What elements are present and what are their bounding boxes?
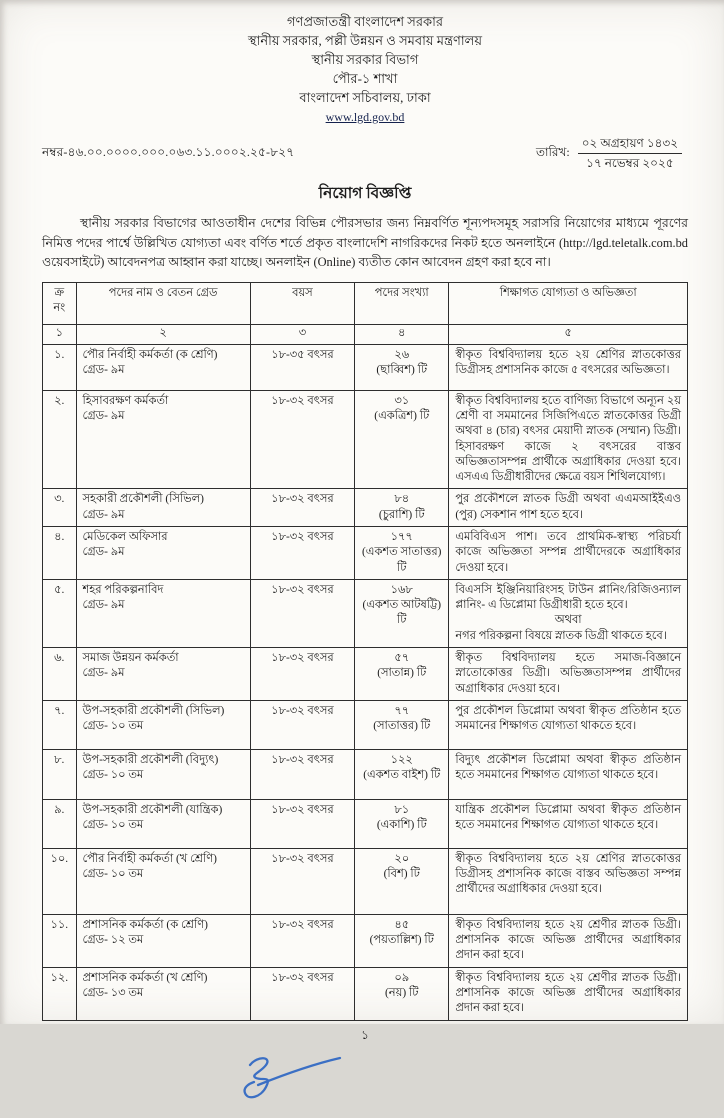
- age-range: ১৮-৩২ বৎসর: [250, 579, 354, 647]
- post-name: উপ-সহকারী প্রকৌশলী (যান্ত্রিক): [82, 803, 223, 816]
- post-grade: গ্রেড- ১২ তম: [82, 934, 144, 947]
- post-cell: [76, 749, 250, 799]
- post-name: সহকারী প্রকৌশলী (সিভিল): [82, 493, 204, 506]
- age-range: ১৮-৩২ বৎসর: [250, 648, 354, 701]
- post-name: শহর পরিকল্পনাবিদ: [82, 583, 164, 596]
- date-block: [536, 135, 688, 172]
- table-row: [43, 799, 688, 848]
- date-bangla: ০২ অগ্রহায়ণ ১৪৩২: [578, 135, 682, 154]
- count-cell: [355, 579, 449, 647]
- post-grade: গ্রেড- ৯ম: [82, 508, 125, 521]
- post-cell: [76, 390, 250, 489]
- letterhead-government: গণপ্রজাতন্ত্রী বাংলাদেশ সরকার: [286, 14, 444, 29]
- qualification-cell: [449, 344, 688, 390]
- count-number: ৮৪: [394, 493, 410, 506]
- post-cell: [76, 848, 250, 914]
- row-serial: ১২.: [43, 967, 77, 1020]
- row-serial: ১.: [43, 344, 77, 390]
- count-words: (চুরাশি) টি: [378, 508, 425, 521]
- qualification-text: এমবিবিএস পাশ। তবে প্রাথমিক-স্বাস্থ্য পরিচর্যা কাজে অভিজ্ঞতা সম্পন্ন প্রার্থীদেরকে অগ্রাধিকার দেওয়া হবে।: [455, 531, 681, 574]
- qualification-text: স্বীকৃত বিশ্ববিদ্যালয় হতে ২য় শ্রেণীর স্নাতক ডিগ্রী। প্রশাসনিক কাজে অভিজ্ঞ প্রার্থীদের অগ্রাধিকার প্রদান করা হবে।: [455, 918, 681, 962]
- post-name: প্রশাসনিক কর্মকর্তা (ক শ্রেণি): [82, 918, 208, 931]
- letterhead-branch: পৌর-১ শাখা: [332, 71, 398, 86]
- age-range: ১৮-৩২ বৎসর: [250, 749, 354, 799]
- qualification-alt: নগর পরিকল্পনা বিষয়ে স্নাতক ডিগ্রী থাকতে হবে।: [455, 629, 667, 642]
- count-number: ১৭৭: [390, 531, 413, 544]
- column-number-row: [43, 324, 688, 344]
- row-serial: ৫.: [43, 579, 77, 647]
- count-number: ১২২: [390, 753, 413, 766]
- column-number: ৪: [355, 324, 449, 344]
- intro-paragraph: স্থানীয় সরকার বিভাগের আওতাধীন দেশের বিভিন্ন পৌরসভার জন্য নিম্নবর্ণিত শূন্যপদসমূহ সরাসরি নিয়োগের মাধ্যমে পূরণের নিমিত্ত পদের পার্শ্বে উল্লিখিত যোগ্যতা এবং বর্ণিত শর্তে প্রকৃত বাংলাদেশি নাগরিকদের নিকট হতে অনলাইনে (http://lgd.teletalk.com.bd ওয়েবসাইটে) আবেদনপত্র আহ্বান করা যাচ্ছে। অনলাইন (Online) ব্যতীত কোন আবেদন গ্রহণ করা হবে না।: [42, 216, 688, 270]
- age-range: ১৮-৩২ বৎসর: [250, 489, 354, 527]
- count-cell: [355, 390, 449, 489]
- row-serial: ৩.: [43, 489, 77, 527]
- qualification-cell: [449, 579, 688, 647]
- table-row: [43, 579, 688, 647]
- count-cell: [355, 967, 449, 1020]
- count-words: (সাতাত্তর) টি: [373, 720, 431, 733]
- table-body: [43, 344, 688, 1020]
- age-range: ১৮-৩২ বৎসর: [250, 848, 354, 914]
- count-cell: [355, 527, 449, 580]
- post-name: প্রশাসনিক কর্মকর্তা (খ শ্রেণি): [82, 971, 208, 984]
- table-row: [43, 527, 688, 580]
- post-grade: গ্রেড- ৯ম: [82, 364, 125, 377]
- age-range: ১৮-৩২ বৎসর: [250, 799, 354, 848]
- table-row: [43, 390, 688, 489]
- age-range: ১৮-৩২ বৎসর: [250, 914, 354, 967]
- qualification-cell: [449, 967, 688, 1020]
- government-letterhead: [42, 8, 688, 127]
- count-cell: [355, 914, 449, 967]
- post-grade: গ্রেড- ১৩ তম: [82, 986, 144, 999]
- post-grade: গ্রেড- ১০ তম: [82, 868, 144, 881]
- qualification-text: পুর প্রকৌশল ডিপ্লোমা অথবা স্বীকৃত প্রতিষ্ঠান হতে সমমানের শিক্ষাগত যোগ্যতা থাকতে হবে।: [455, 704, 681, 733]
- table-header-row: [43, 282, 688, 324]
- letterhead-address: বাংলাদেশ সচিবালয়, ঢাকা: [299, 90, 431, 105]
- table-row: [43, 749, 688, 799]
- post-cell: [76, 648, 250, 701]
- qualification-cell: [449, 390, 688, 489]
- post-name: হিসাবরক্ষণ কর্মকর্তা: [82, 394, 169, 407]
- qualification-cell: [449, 527, 688, 580]
- count-cell: [355, 344, 449, 390]
- post-grade: গ্রেড- ১০ তম: [82, 720, 144, 733]
- post-name: উপ-সহকারী প্রকৌশলী (বিদ্যুৎ): [82, 753, 219, 766]
- website-link[interactable]: www.lgd.gov.bd: [325, 110, 405, 124]
- post-cell: [76, 344, 250, 390]
- letterhead-ministry: স্থানীয় সরকার, পল্লী উন্নয়ন ও সমবায় মন্ত্রণালয়: [247, 33, 483, 48]
- count-words: (একশত আটষট্টি) টি: [362, 599, 442, 627]
- post-cell: [76, 700, 250, 749]
- count-number: ১৬৮: [390, 583, 413, 596]
- post-grade: গ্রেড- ৯ম: [82, 667, 125, 680]
- age-range: ১৮-৩২ বৎসর: [250, 390, 354, 489]
- age-range: ১৮-৩৫ বৎসর: [250, 344, 354, 390]
- count-cell: [355, 799, 449, 848]
- qualification-text: স্বীকৃত বিশ্ববিদ্যালয় হতে সমাজ-বিজ্ঞানে স্নাতোকোত্তর ডিগ্রী। অভিজ্ঞতাসম্পন্ন প্রার্থীদের অগ্রাধিকার দেওয়া হবে।: [455, 652, 681, 695]
- column-number: ৫: [449, 324, 688, 344]
- qualification-text: পুর প্রকৌশলে স্নাতক ডিগ্রী অথবা এএমআইইএও (পুর) সেকশান পাশ হতে হবে।: [455, 493, 681, 521]
- letterhead-division: স্থানীয় সরকার বিভাগ: [311, 52, 419, 67]
- qualification-text: স্বীকৃত বিশ্ববিদ্যালয় হতে ২য় শ্রেণির স্নাতকোত্তর ডিগ্রীসহ প্রশাসনিক কাজে ৫ বৎসরের অভিজ্ঞতা।: [455, 348, 681, 377]
- row-serial: ২.: [43, 390, 77, 489]
- col-header-count: পদের সংখ্যা: [355, 282, 449, 324]
- col-header-serial: ক্র নং: [43, 282, 77, 324]
- memo-number: নম্বর-৪৬.০০.০০০০.০০০.০৬৩.১১.০০০২.২৫-৮২৭: [42, 144, 295, 159]
- table-row: [43, 848, 688, 914]
- count-number: ০৯: [394, 971, 410, 984]
- post-name: উপ-সহকারী প্রকৌশলী (সিভিল): [82, 704, 225, 717]
- post-cell: [76, 489, 250, 527]
- age-range: ১৮-৩২ বৎসর: [250, 527, 354, 580]
- qualification-cell: [449, 749, 688, 799]
- memo-row: [42, 135, 688, 172]
- col-header-post: পদের নাম ও বেতন গ্রেড: [76, 282, 250, 324]
- signature: [228, 1051, 360, 1113]
- age-range: ১৮-৩২ বৎসর: [250, 967, 354, 1020]
- count-words: (বিশ) টি: [383, 868, 420, 881]
- post-cell: [76, 799, 250, 848]
- qualification-text: স্বীকৃত বিশ্ববিদ্যালয় হতে বাণিজ্য বিভাগে অন্যূন ২য় শ্রেণী বা সমমানের সিজিপিএতে স্নাতকোত্তর ডিগ্রী অথবা ৪ (চার) বৎসর মেয়াদী স্নাতক (সম্মান) ডিগ্রী। হিসাবরক্ষণ কাজে ২ বৎসরের বাস্তব অভিজ্ঞতাসম্পন্ন প্রার্থীকে অগ্রাধিকার দেওয়া হবে। এসএএ ডিগ্রীধারীদের ক্ষেত্রে বয়স শিথিলযোগ্য।: [455, 394, 681, 484]
- column-number: ৩: [250, 324, 354, 344]
- table-row: [43, 489, 688, 527]
- count-cell: [355, 749, 449, 799]
- post-grade: গ্রেড- ৯ম: [82, 410, 125, 423]
- count-number: ২৬: [394, 348, 410, 361]
- column-number: ১: [43, 324, 77, 344]
- row-serial: ৪.: [43, 527, 77, 580]
- post-grade: গ্রেড- ১০ তম: [82, 819, 144, 832]
- post-grade: গ্রেড- ১০ তম: [82, 769, 144, 782]
- post-cell: [76, 527, 250, 580]
- count-words: (নয়) টি: [385, 986, 419, 999]
- post-cell: [76, 967, 250, 1020]
- count-words: (সাতান্ন) টি: [377, 667, 427, 680]
- qualification-cell: [449, 914, 688, 967]
- post-cell: [76, 579, 250, 647]
- post-cell: [76, 914, 250, 967]
- count-words: (একশত সাতাত্তর) টি: [362, 546, 442, 574]
- count-words: (ছাব্বিশ) টি: [376, 364, 428, 377]
- count-cell: [355, 848, 449, 914]
- row-serial: ৭.: [43, 700, 77, 749]
- qualification-cell: [449, 648, 688, 701]
- count-cell: [355, 648, 449, 701]
- vacancy-table: [42, 282, 688, 1021]
- post-name: সমাজ উন্নয়ন কর্মকর্তা: [82, 652, 179, 664]
- col-header-qualification: শিক্ষাগত যোগ্যতা ও অভিজ্ঞতা: [449, 282, 688, 324]
- post-name: পৌর নির্বাহী কর্মকর্তা (খ শ্রেণি): [82, 852, 217, 865]
- row-serial: ১০.: [43, 848, 77, 914]
- qualification-text: বিদ্যুৎ প্রকৌশল ডিপ্লোমা অথবা স্বীকৃত প্রতিষ্ঠান হতে সমমানের শিক্ষাগত যোগ্যতা থাকতে হবে।: [455, 753, 681, 782]
- count-number: ৩১: [394, 394, 410, 407]
- qualification-cell: [449, 489, 688, 527]
- table-row: [43, 344, 688, 390]
- row-serial: ৬.: [43, 648, 77, 701]
- count-cell: [355, 489, 449, 527]
- row-serial: ৯.: [43, 799, 77, 848]
- table-row: [43, 648, 688, 701]
- count-words: (একাশি) টি: [376, 819, 427, 832]
- count-number: ৭৭: [394, 704, 410, 717]
- count-words: (পয়তাল্লিশ) টি: [369, 934, 434, 947]
- count-number: ৫৭: [394, 652, 410, 664]
- page-title: নিয়োগ বিজ্ঞপ্তি: [318, 185, 412, 202]
- qualification-text: স্বীকৃত বিশ্ববিদ্যালয় হতে ২য় শ্রেণীর স্নাতক ডিগ্রী। প্রশাসনিক কাজে অভিজ্ঞ প্রার্থীদের অগ্রাধিকার প্রদান করা হবে।: [455, 971, 681, 1015]
- age-range: ১৮-৩২ বৎসর: [250, 700, 354, 749]
- post-name: মেডিকেল অফিসার: [82, 531, 168, 544]
- count-cell: [355, 700, 449, 749]
- date-label: তারিখ:: [535, 144, 570, 159]
- qualification-or: অথবা: [554, 614, 582, 627]
- qualification-cell: [449, 799, 688, 848]
- qualification-cell: [449, 700, 688, 749]
- row-serial: ৮.: [43, 749, 77, 799]
- post-grade: গ্রেড- ৯ম: [82, 599, 125, 612]
- table-row: [43, 967, 688, 1020]
- qualification-cell: [449, 848, 688, 914]
- table-row: [43, 914, 688, 967]
- date-gregorian: ১৭ নভেম্বর ২০২৫: [586, 156, 674, 170]
- table-row: [43, 700, 688, 749]
- post-grade: গ্রেড- ৯ম: [82, 546, 125, 559]
- post-name: পৌর নির্বাহী কর্মকর্তা (ক শ্রেণি): [82, 348, 218, 361]
- column-number: ২: [76, 324, 250, 344]
- qualification-text: যান্ত্রিক প্রকৌশল ডিপ্লোমা অথবা স্বীকৃত প্রতিষ্ঠান হতে সমমানের শিক্ষাগত যোগ্যতা থাকতে হবে।: [455, 803, 681, 832]
- qualification-text: স্বীকৃত বিশ্ববিদ্যালয় হতে ২য় শ্রেণির স্নাতকোত্তর ডিগ্রীসহ প্রশাসনিক কাজে বাস্তব অভিজ্ঞতা সম্পন্ন প্রার্থীদের অগ্রাধিকার দেওয়া হবে।: [455, 852, 681, 896]
- page-number: ১: [361, 1027, 369, 1042]
- count-number: ৮১: [394, 803, 410, 816]
- row-serial: ১১.: [43, 914, 77, 967]
- count-words: (একত্রিশ) টি: [374, 410, 430, 423]
- qualification-text: বিএসসি ইঞ্জিনিয়ারিংসহ টাউন প্লানিং/রিজিওন্যাল প্লানিং- এ ডিপ্লোমা ডিগ্রীধারী হতে হবে।: [455, 583, 681, 612]
- count-number: ২০: [394, 852, 410, 865]
- count-words: (একশত বাইশ) টি: [363, 769, 441, 782]
- count-number: ৪৫: [394, 918, 410, 931]
- col-header-age: বয়স: [250, 282, 354, 324]
